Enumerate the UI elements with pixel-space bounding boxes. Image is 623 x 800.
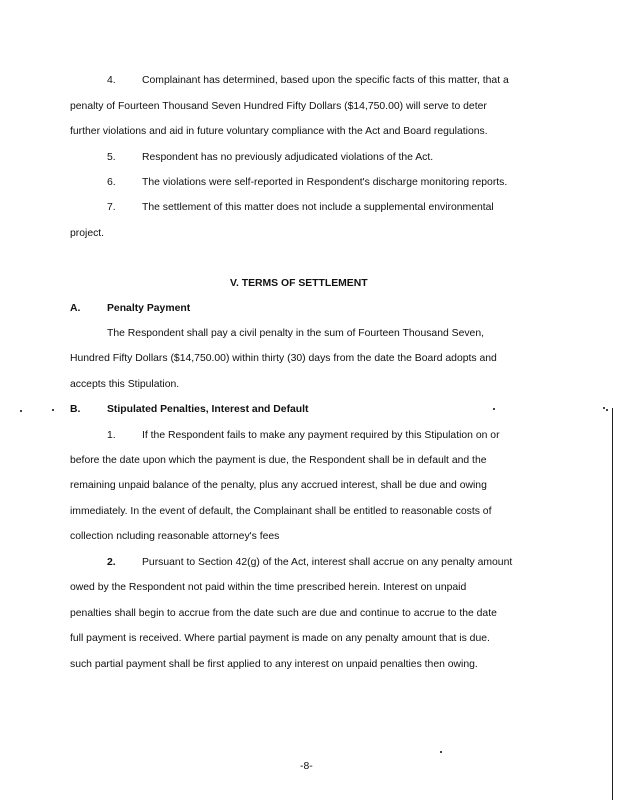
b-item-1-line-3: remaining unpaid balance of the penalty, plus any accrued interest, shall be due and owing [70,480,487,491]
scan-speck [493,408,495,410]
subsection-b-title: Stipulated Penalties, Interest and Default [107,404,309,415]
subsection-a-title: Penalty Payment [107,303,191,314]
para-7-line-2: project. [70,228,105,239]
b-item-2-line-5: such partial payment shall be first applied to any interest on unpaid penalties then owing. [70,659,478,670]
scan-edge-line [612,408,613,800]
b-item-1-line-5: collection ncluding reasonable attorney's fees [70,531,280,542]
scan-speck [440,751,442,753]
para-4-line-1: Complainant has determined, based upon the specific facts of this matter, that a [142,75,509,86]
para-4-line-3: further violations and aid in future voluntary compliance with the Act and Board regulations. [70,126,488,137]
subsection-b-letter: B. [70,404,81,415]
scan-speck [606,409,608,411]
para-6-number: 6. [107,177,116,188]
para-7-number: 7. [107,202,116,213]
scan-speck [603,407,605,409]
subsection-a-line-3: accepts this Stipulation. [70,379,180,390]
b-item-1-line-2: before the date upon which the payment is due, the Respondent shall be in default and the [70,455,487,466]
scan-speck [52,409,54,411]
section-heading: V. TERMS OF SETTLEMENT [230,278,368,289]
b-item-2-line-1: Pursuant to Section 42(g) of the Act, interest shall accrue on any penalty amount [142,557,513,568]
subsection-a-letter: A. [70,303,81,314]
para-5-text: Respondent has no previously adjudicated violations of the Act. [142,152,434,163]
page-number: -8- [300,761,313,772]
subsection-a-line-1: The Respondent shall pay a civil penalty in the sum of Fourteen Thousand Seven, [107,328,484,339]
b-item-1-line-4: immediately. In the event of default, the Complainant shall be entitled to reasonable costs of [70,506,492,517]
b-item-2-line-3: penalties shall begin to accrue from the date such are due and continue to accrue to the date [70,608,497,619]
para-4-number: 4. [107,75,116,86]
b-item-2-line-2: owed by the Respondent not paid within the time prescribed herein. Interest on unpaid [70,582,467,593]
para-4-line-2: penalty of Fourteen Thousand Seven Hundred Fifty Dollars ($14,750.00) will serve to deter [70,101,487,112]
para-7-line-1: The settlement of this matter does not include a supplemental environmental [142,202,494,213]
b-item-1-line-1: If the Respondent fails to make any payment required by this Stipulation on or [142,430,500,441]
para-5-number: 5. [107,152,116,163]
b-item-2-line-4: full payment is received. Where partial payment is made on any penalty amount that is due. [70,633,490,644]
para-6-text: The violations were self-reported in Respondent's discharge monitoring reports. [142,177,508,188]
b-item-2-number: 2. [107,557,116,568]
subsection-a-line-2: Hundred Fifty Dollars ($14,750.00) within thirty (30) days from the date the Board adopts and [70,353,497,364]
b-item-1-number: 1. [107,430,116,441]
scan-speck [20,410,22,412]
